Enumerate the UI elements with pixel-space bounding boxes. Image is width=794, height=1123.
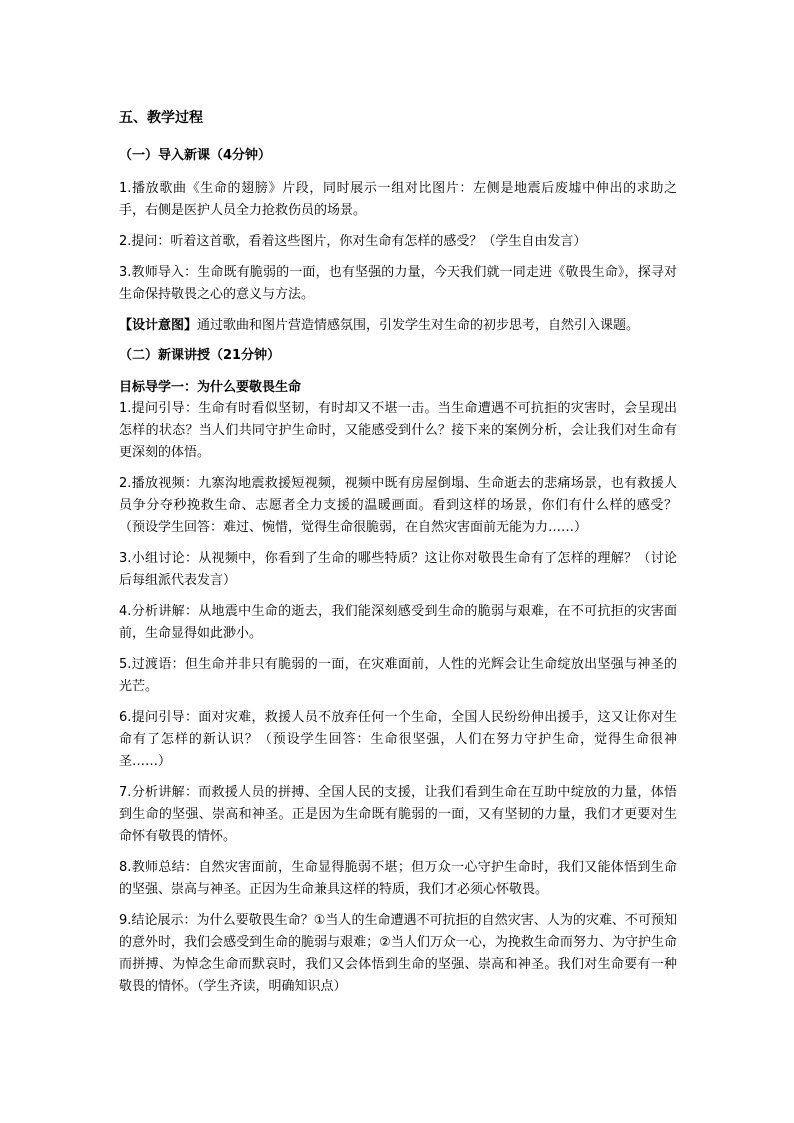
part2-item-8: 8.教师总结：自然灾害面前，生命显得脆弱不堪；但万众一心守护生命时，我们又能体悟到生命的坚强、崇高与神圣。正因为生命兼具这样的特质，我们才必须心怀敬畏。 <box>119 860 677 897</box>
part1-title: （一）导入新课（4分钟） <box>119 148 272 163</box>
part2-item-3: 3.小组讨论：从视频中，你看到了生命的哪些特质？这让你对敬畏生命有了怎样的理解？（讨论后每组派代表发言） <box>119 551 677 588</box>
part2-item-4: 4.分析讲解：从地震中生命的逝去，我们能深刻感受到生命的脆弱与艰难，在不可抗拒的灾害面前，生命显得如此渺小。 <box>119 604 677 641</box>
section-title: 五、教学过程 <box>119 110 203 126</box>
part1-item-3: 3.教师导入：生命既有脆弱的一面，也有坚强的力量，今天我们就一同走进《敬畏生命》，探寻对生命保持敬畏之心的意义与方法。 <box>119 265 677 302</box>
part2-item-7: 7.分析讲解：而救援人员的拼搏、全国人民的支援，让我们看到生命在互助中绽放的力量，体悟到生命的坚强、崇高和神圣。正是因为生命既有脆弱的一面，又有坚韧的力量，我们才更要对生命怀有敬畏的情怀。 <box>119 785 677 844</box>
target-title: 目标导学一：为什么要敬畏生命 <box>119 380 302 395</box>
design-intent-label: 【设计意图】 <box>119 318 198 333</box>
part2-item-1: 1.提问引导：生命有时看似坚韧，有时却又不堪一击。当生命遭遇不可抗拒的灾害时，会呈现出怎样的状态？当人们共同守护生命时，又能感受到什么？接下来的案例分析，会让我们对生命有更深刻的体悟。 <box>119 401 677 460</box>
part2-item-5: 5.过渡语：但生命并非只有脆弱的一面，在灾难面前，人性的光辉会让生命绽放出坚强与神圣的光芒。 <box>119 657 677 694</box>
part2-item-2: 2.播放视频：九寨沟地震救援短视频，视频中既有房屋倒塌、生命逝去的悲痛场景，也有救援人员争分夺秒挽救生命、志愿者全力支援的温暖画面。看到这样的场景，你们有什么样的感受？（预设学生回答：难过、惋惜，觉得生命很脆弱，在自然灾害面前无能为力……） <box>119 476 677 535</box>
part2-item-6: 6.提问引导：面对灾难，救援人员不放弃任何一个生命，全国人民纷纷伸出援手，这又让你对生命有了怎样的新认识？（预设学生回答：生命很坚强，人们在努力守护生命，觉得生命很神圣……） <box>119 710 677 769</box>
design-intent <box>119 315 677 337</box>
part1-item-2: 2.提问：听着这首歌，看着这些图片，你对生命有怎样的感受？（学生自由发言） <box>119 234 587 249</box>
design-intent-text: 通过歌曲和图片营造情感氛围，引发学生对生命的初步思考，自然引入课题。 <box>197 318 640 333</box>
part2-item-9: 9.结论展示：为什么要敬畏生命？①当人的生命遭遇不可抗拒的自然灾害、人为的灾难、不可预知的意外时，我们会感受到生命的脆弱与艰难；②当人们万众一心，为挽救生命而努力、为守护生命而拼搏、为悼念生命而默哀时，我们又会体悟到生命的坚强、崇高和神圣。我们对生命要有一种敬畏的情怀。（学生齐读，明确知识点） <box>119 913 677 994</box>
part1-item-1: 1.播放歌曲《生命的翅膀》片段，同时展示一组对比图片：左侧是地震后废墟中伸出的求助之手，右侧是医护人员全力抢救伤员的场景。 <box>119 181 677 218</box>
content-flow <box>119 146 677 998</box>
part2-title: （二）新课讲授（21分钟） <box>119 348 281 363</box>
